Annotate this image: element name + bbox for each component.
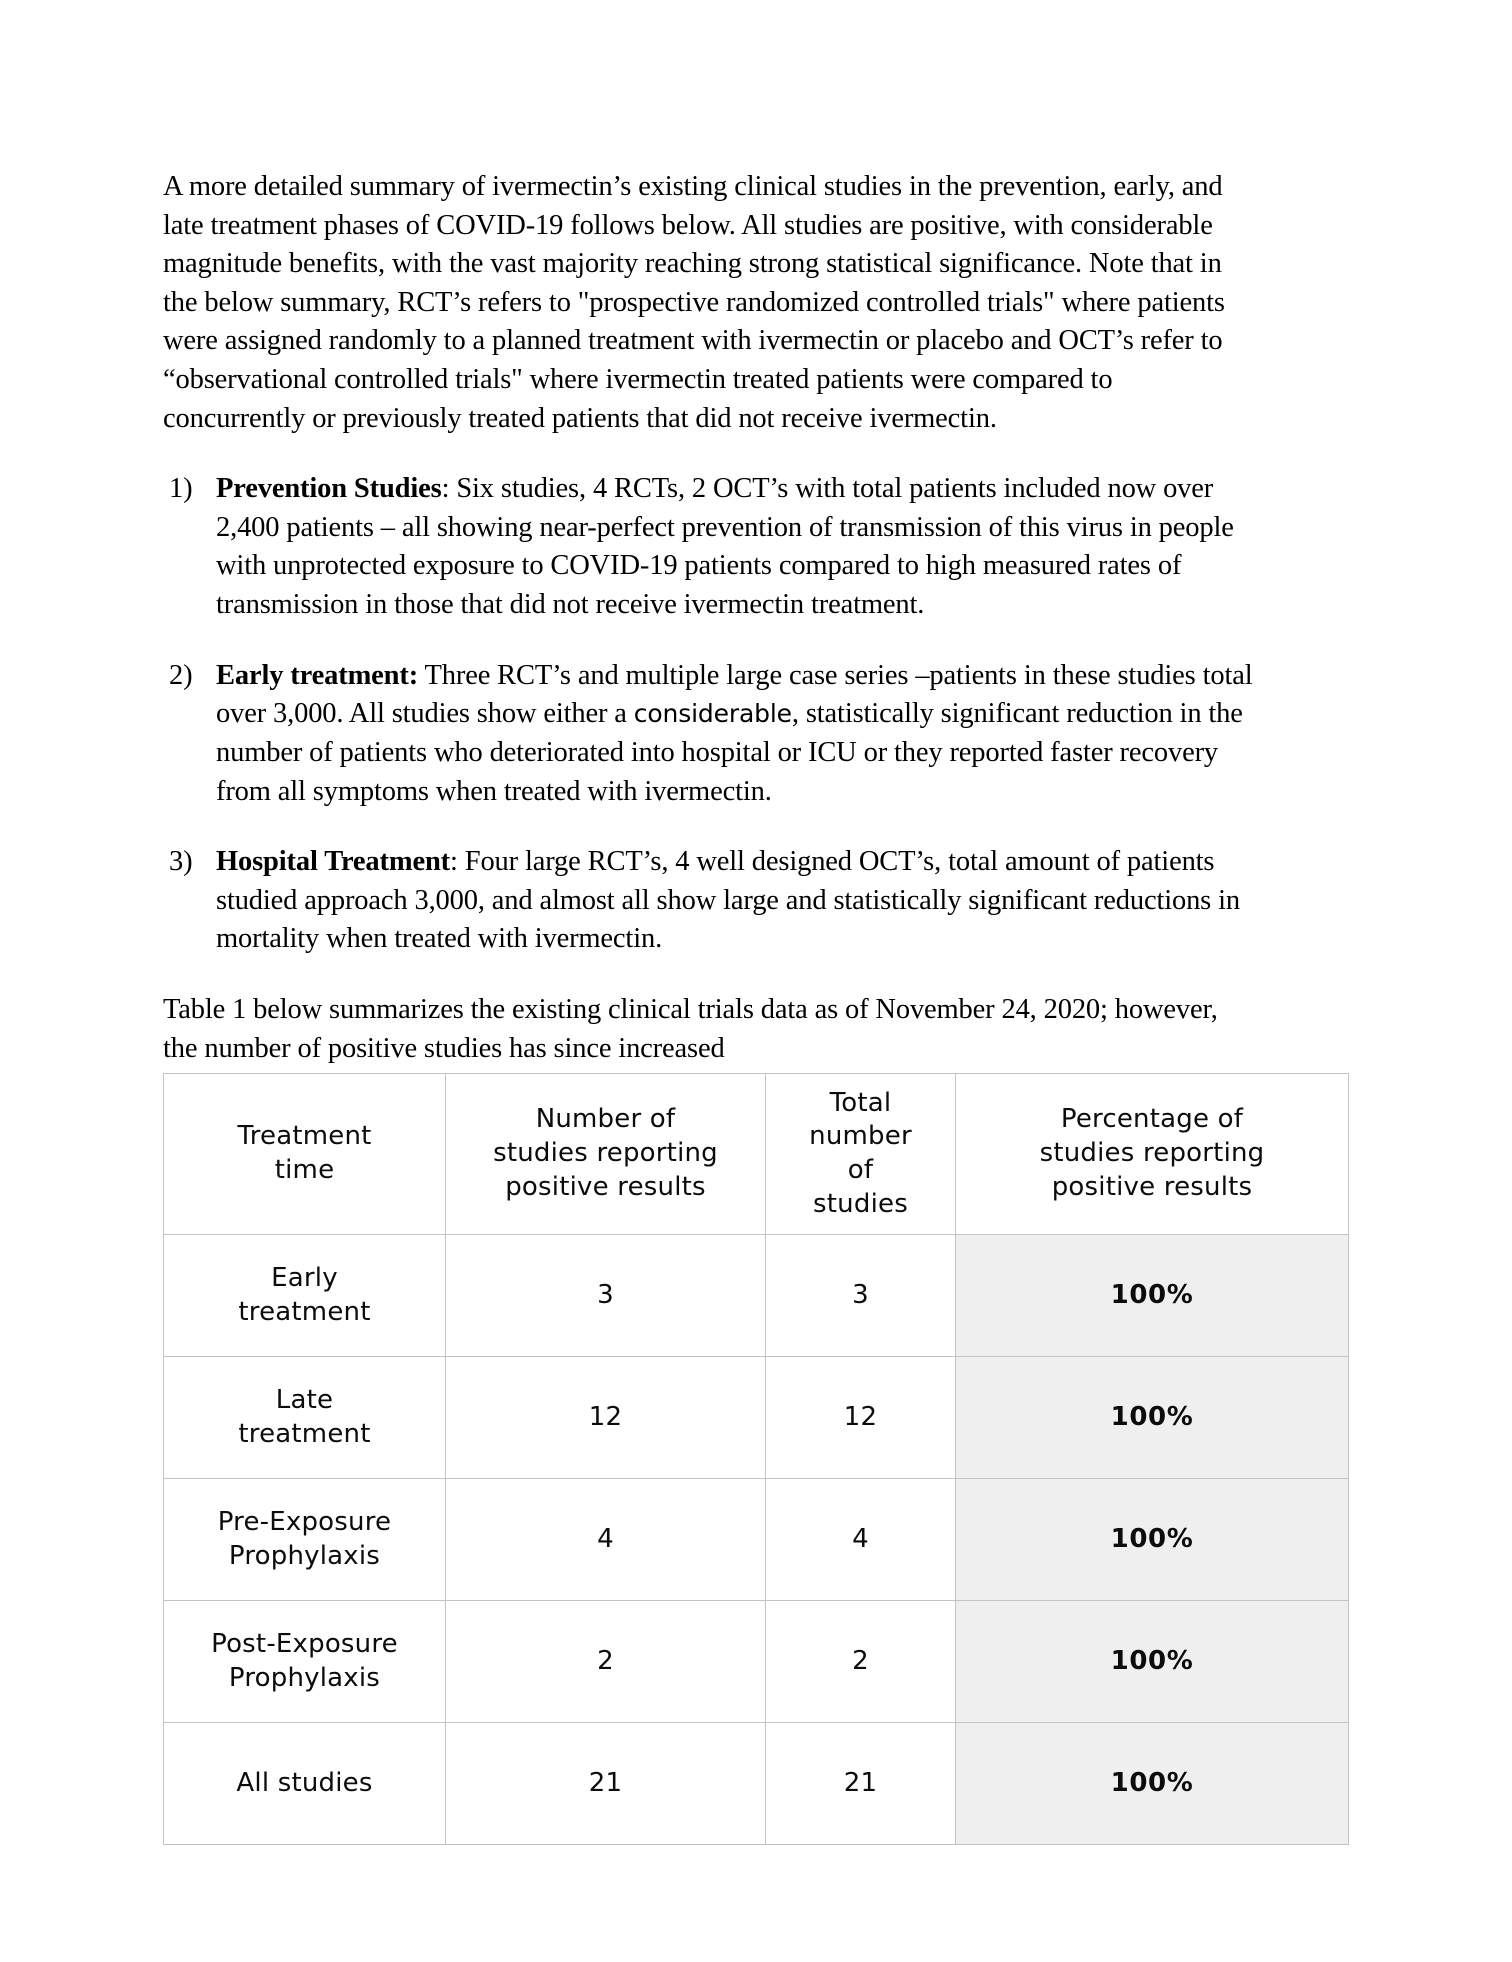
header-line: positive results xyxy=(505,1172,706,1203)
list-body-2-emphasis: considerable xyxy=(633,699,792,729)
header-line: Treatment xyxy=(237,1121,372,1152)
column-header-percentage-positive xyxy=(956,1074,1349,1235)
header-line: number xyxy=(809,1121,912,1152)
list-body-2-after: , statistically significant reduction in the number of patients who deteriorated into hospital or ICU or they reported faster recovery from all symptoms when treated with ivermectin. xyxy=(216,698,1243,807)
summary-table-container xyxy=(163,1073,1348,1845)
cell-treatment-time xyxy=(164,1479,446,1601)
cell-total-count: 3 xyxy=(766,1235,956,1357)
header-line: studies reporting xyxy=(493,1138,718,1169)
treatment-line: Post-Exposure xyxy=(211,1628,398,1659)
header-line: Number of xyxy=(535,1104,676,1135)
treatment-lines xyxy=(172,1628,437,1696)
cell-percentage: 100% xyxy=(956,1235,1349,1357)
treatment-lines xyxy=(172,1384,437,1452)
cell-total-count: 12 xyxy=(766,1357,956,1479)
table-row xyxy=(164,1357,1349,1479)
table-row xyxy=(164,1235,1349,1357)
cell-positive-count: 21 xyxy=(446,1723,766,1845)
treatment-lines xyxy=(172,1767,437,1801)
list-marker-2: 2) xyxy=(169,659,193,691)
cell-treatment-time xyxy=(164,1601,446,1723)
cell-treatment-time xyxy=(164,1357,446,1479)
cell-positive-count: 12 xyxy=(446,1357,766,1479)
spacer xyxy=(163,959,1253,991)
column-header-number-of-positive-studies xyxy=(446,1074,766,1235)
list-lead-3: Hospital Treatment xyxy=(216,846,450,878)
list-body-3: : Four large RCT’s, 4 well designed OCT’s, total amount of patients studied approach 3,000, and almost all show large and statistically significant reductions in mortality when treated with ivermectin. xyxy=(216,846,1240,955)
table-row xyxy=(164,1601,1349,1723)
list-body-1: : Six studies, 4 RCTs, 2 OCT’s with total patients included now over 2,400 patients – all showing near-perfect prevention of transmission of this virus in people with unprotected exposure to COVID-19 patients compared to high measured rates of transmission in those that did not receive ivermectin treatment. xyxy=(216,473,1234,621)
cell-positive-count: 2 xyxy=(446,1601,766,1723)
list-item-hospital-treatment xyxy=(163,843,1253,959)
treatment-lines xyxy=(172,1506,437,1574)
spacer xyxy=(163,438,1253,470)
header-line: Percentage of xyxy=(1060,1104,1244,1135)
cell-total-count: 21 xyxy=(766,1723,956,1845)
table-header-row xyxy=(164,1074,1349,1235)
list-lead-1: Prevention Studies xyxy=(216,473,442,505)
treatment-line: Early xyxy=(271,1262,338,1293)
treatment-line: Pre-Exposure xyxy=(217,1506,392,1537)
cell-positive-count: 4 xyxy=(446,1479,766,1601)
treatment-line: treatment xyxy=(238,1418,371,1449)
treatment-line: All studies xyxy=(236,1767,373,1798)
cell-percentage: 100% xyxy=(956,1479,1349,1601)
column-header-total-number-of-studies xyxy=(766,1074,956,1235)
treatment-lines xyxy=(172,1262,437,1330)
cell-treatment-time xyxy=(164,1235,446,1357)
cell-percentage: 100% xyxy=(956,1723,1349,1845)
table-caption: Table 1 below summarizes the existing clinical trials data as of November 24, 2020; however, the number of positive studies has since increased xyxy=(163,993,1218,1064)
header-lines-treatment-time xyxy=(172,1120,437,1188)
study-list xyxy=(163,470,1253,959)
treatment-line: Prophylaxis xyxy=(228,1662,381,1693)
header-line: positive results xyxy=(1051,1172,1253,1203)
document-body xyxy=(163,168,1253,1068)
list-item-prevention-studies xyxy=(163,470,1253,624)
header-line: Total xyxy=(829,1087,892,1118)
header-line: studies xyxy=(813,1188,908,1219)
treatment-line: Late xyxy=(275,1384,334,1415)
list-body-2-before: Three RCT’s and multiple large case series –patients in these studies total over 3,000. All studies show either a xyxy=(216,659,1253,730)
cell-percentage: 100% xyxy=(956,1601,1349,1723)
header-lines-positive-studies xyxy=(454,1103,757,1204)
header-lines-total-studies xyxy=(774,1087,947,1222)
column-header-treatment-time xyxy=(164,1074,446,1235)
list-lead-2: Early treatment: xyxy=(216,659,419,691)
list-marker-1: 1) xyxy=(169,473,193,505)
cell-total-count: 2 xyxy=(766,1601,956,1723)
table-row xyxy=(164,1723,1349,1845)
cell-treatment-time xyxy=(164,1723,446,1845)
header-line: studies reporting xyxy=(1039,1138,1265,1169)
table-body xyxy=(164,1235,1349,1845)
list-marker-3: 3) xyxy=(169,846,193,878)
table-header xyxy=(164,1074,1349,1235)
header-line: of xyxy=(847,1155,874,1186)
intro-paragraph: A more detailed summary of ivermectin’s existing clinical studies in the prevention, early, and late treatment phases of COVID-19 follows below. All studies are positive, with considerable magnitude benefits, with the vast majority reaching strong statistical significance. Note that in the below summary, RCT’s refers to "prospective randomized controlled trials" where patients were assigned randomly to a planned treatment with ivermectin or placebo and OCT’s refer to “observational controlled trials" where ivermectin treated patients were compared to concurrently or previously treated patients that did not receive ivermectin. xyxy=(163,171,1225,434)
treatment-line: treatment xyxy=(238,1296,371,1327)
header-line: time xyxy=(274,1155,335,1186)
header-lines-percentage xyxy=(964,1103,1340,1204)
cell-percentage: 100% xyxy=(956,1357,1349,1479)
table-row xyxy=(164,1479,1349,1601)
clinical-trials-summary-table xyxy=(163,1073,1349,1845)
list-item-early-treatment xyxy=(163,657,1253,811)
cell-positive-count: 3 xyxy=(446,1235,766,1357)
cell-total-count: 4 xyxy=(766,1479,956,1601)
treatment-line: Prophylaxis xyxy=(228,1540,381,1571)
